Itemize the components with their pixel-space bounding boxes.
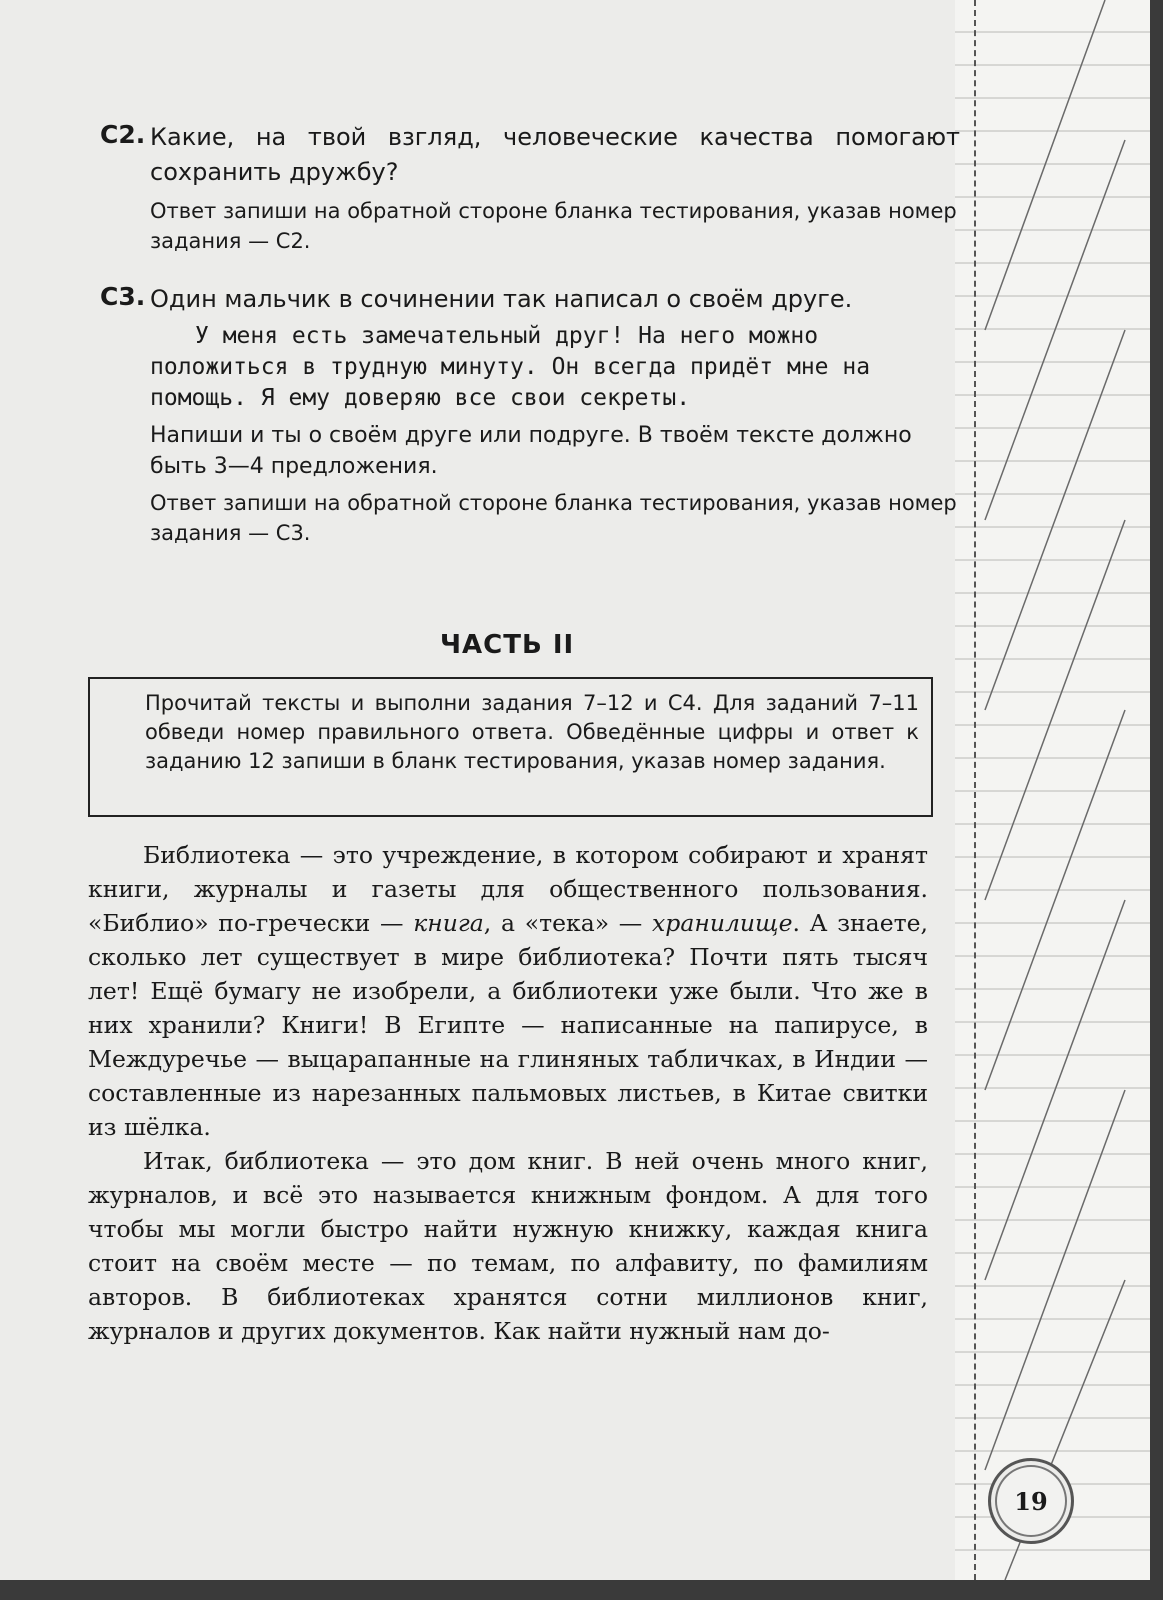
task-c2-question: Какие, на твой взгляд, человеческие качества помогают сохранить дружбу? xyxy=(150,123,960,186)
reading-text xyxy=(88,838,928,1348)
task-c2 xyxy=(100,120,960,256)
task-c3 xyxy=(100,282,960,548)
reading-paragraph-1 xyxy=(88,838,928,1144)
task-c3-task: Напиши и ты о своём друге или подруге. В твоём тексте должно быть 3—4 предложения. xyxy=(150,423,912,479)
task-c2-number: С2. xyxy=(100,120,146,149)
reading-p1-part-b: , а «тека» — xyxy=(483,909,653,937)
page-number: 19 xyxy=(988,1458,1074,1544)
task-c3-instruction: Ответ запиши на обратной стороне бланка тестирования, указав номер задания — С3. xyxy=(150,491,957,545)
reading-p1-part-c: . А знаете, сколько лет существует в мире библиотека? Почти пять тысяч лет! Ещё бумагу не изобрели, а библиотеки уже были. Что же в них хранили? Книги! В Египте — написанные на папирусе, в Междуречье — выцарапанные на глиняных табличках, в Индии — составленные из нарезанных пальмовых листьев, в Китае свитки из шёлка. xyxy=(88,909,928,1141)
answer-margin-strip xyxy=(955,0,1150,1580)
reading-p1-part-a: Библиотека — это учреждение, в котором собирают и хранят книги, журналы и газеты для общественного пользования. «Библио» по-гречески — xyxy=(88,841,928,937)
perforation-line xyxy=(974,0,976,1580)
task-c3-question: Один мальчик в сочинении так написал о своём друге. xyxy=(150,285,853,313)
task-c2-instruction: Ответ запиши на обратной стороне бланка тестирования, указав номер задания — С2. xyxy=(150,199,957,253)
reading-p1-word-hranilishe: хранилище xyxy=(652,909,793,937)
task-c3-quote: У меня есть замечательный друг! На него можно положиться в трудную минуту. Он всегда придёт мне на помощь. Я ему доверяю все свои секреты. xyxy=(150,323,871,411)
reading-paragraph-2: Итак, библиотека — это дом книг. В ней очень много книг, журналов, и всё это называется книжным фондом. А для того чтобы мы могли быстро найти нужную книжку, каждая книга стоит на своём месте — по темам, по алфавиту, по фамилиям авторов. В библиотеках хранятся сотни миллионов книг, журналов и других документов. Как найти нужный нам до- xyxy=(88,1147,928,1345)
part-instruction-box: Прочитай тексты и выполни задания 7–12 и С4. Для заданий 7–11 обведи номер правильного ответа. Обведённые цифры и ответ к заданию 12 запиши в бланк тестирования, указав номер задания. xyxy=(88,677,933,817)
reading-p1-word-kniga: книга xyxy=(413,909,484,937)
task-c3-number: С3. xyxy=(100,282,146,311)
part-title: ЧАСТЬ II xyxy=(440,630,575,660)
hatching-lines xyxy=(955,0,1150,1580)
